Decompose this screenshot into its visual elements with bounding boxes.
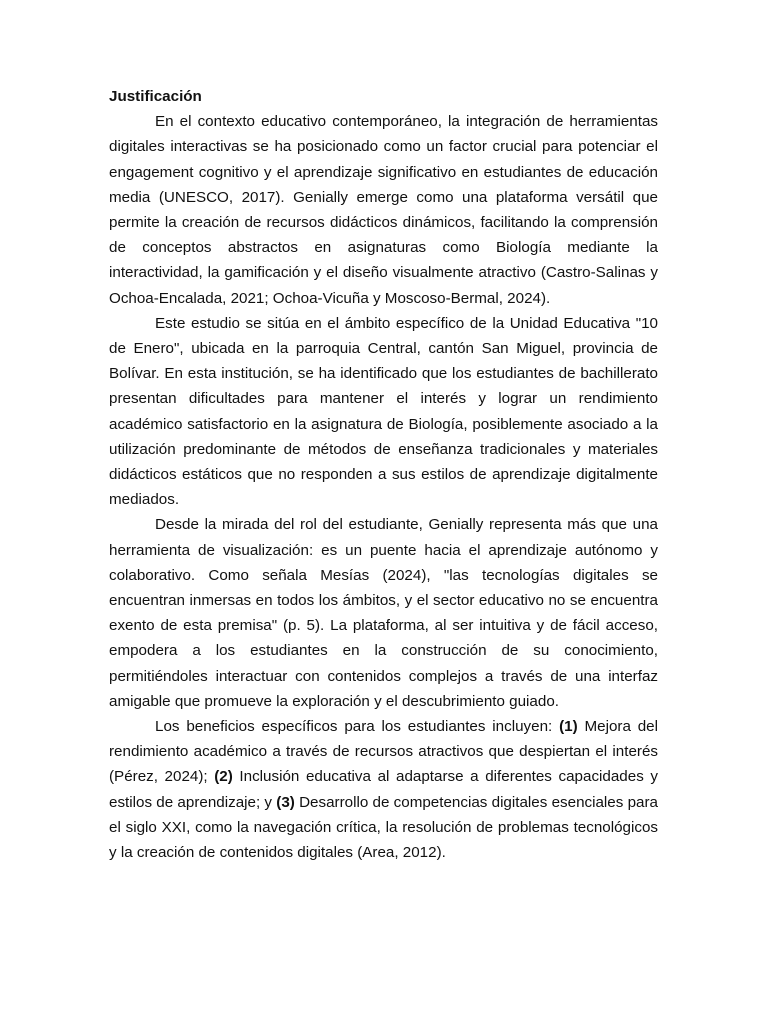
benefit-item-3: Desarrollo de competencias digitales esenciales para el siglo XXI, como la navegación crítica, la resolución de problemas tecnológicos y la creación de contenidos digitales (Area, 2012). <box>109 793 658 862</box>
benefits-intro: Los beneficios específicos para los estudiantes incluyen: <box>155 718 560 736</box>
paragraph-study-setting: Este estudio se sitúa en el ámbito específico de la Unidad Educativa "10 de Enero", ubicada en la parroquia Central, cantón San Miguel, provincia de Bolívar. En esta institución, se ha identificado que los estudiantes de bachillerato presentan dificultades para mantener el interés y lograr un rendimiento académico satisfactorio en la asignatura de Biología, posiblemente asociado a la utilización predominante de métodos de enseñanza tradicionales y materiales didácticos estáticos que no responden a sus estilos de aprendizaje digitalmente mediados. <box>109 314 658 509</box>
benefit-number-3: (3) <box>276 793 295 811</box>
document-page <box>109 84 658 865</box>
benefit-number-1: (1) <box>559 718 578 736</box>
paragraph-context: En el contexto educativo contemporáneo, la integración de herramientas digitales interactivas se ha posicionado como un factor crucial para potenciar el engagement cognitivo y el aprendizaje significativo en estudiantes de educación media (UNESCO, 2017). Genially emerge como una plataforma versátil que permite la creación de recursos didácticos dinámicos, facilitando la comprensión de conceptos abstractos en asignaturas como Biología mediante la interactividad, la gamificación y el diseño visualmente atractivo (Castro-Salinas y Ochoa-Encalada, 2021; Ochoa-Vicuña y Moscoso-Bermal, 2024). <box>109 113 658 307</box>
paragraph-student-role: Desde la mirada del rol del estudiante, Genially representa más que una herramienta de visualización: es un puente hacia el aprendizaje autónomo y colaborativo. Como señala Mesías (2024), "las tecnologías digitales se encuentran inmersas en todos los ámbitos, y el sector educativo no se encuentra exento de esta premisa" (p. 5). La plataforma, al ser intuitiva y de fácil acceso, empodera a los estudiantes en la construcción de su conocimiento, permitiéndoles interactuar con contenidos complejos a través de una interfaz amigable que promueve la exploración y el descubrimiento guiado. <box>109 516 658 710</box>
benefit-item-2: Inclusión educativa al adaptarse a diferentes capacidades y estilos de aprendizaje; y <box>109 768 658 811</box>
section-heading: Justificación <box>109 88 202 105</box>
benefit-item-1: Mejora del rendimiento académico a través de recursos atractivos que despiertan el interés (Pérez, 2024); <box>109 718 658 786</box>
paragraph-benefits <box>109 714 658 865</box>
benefit-number-2: (2) <box>214 768 233 786</box>
